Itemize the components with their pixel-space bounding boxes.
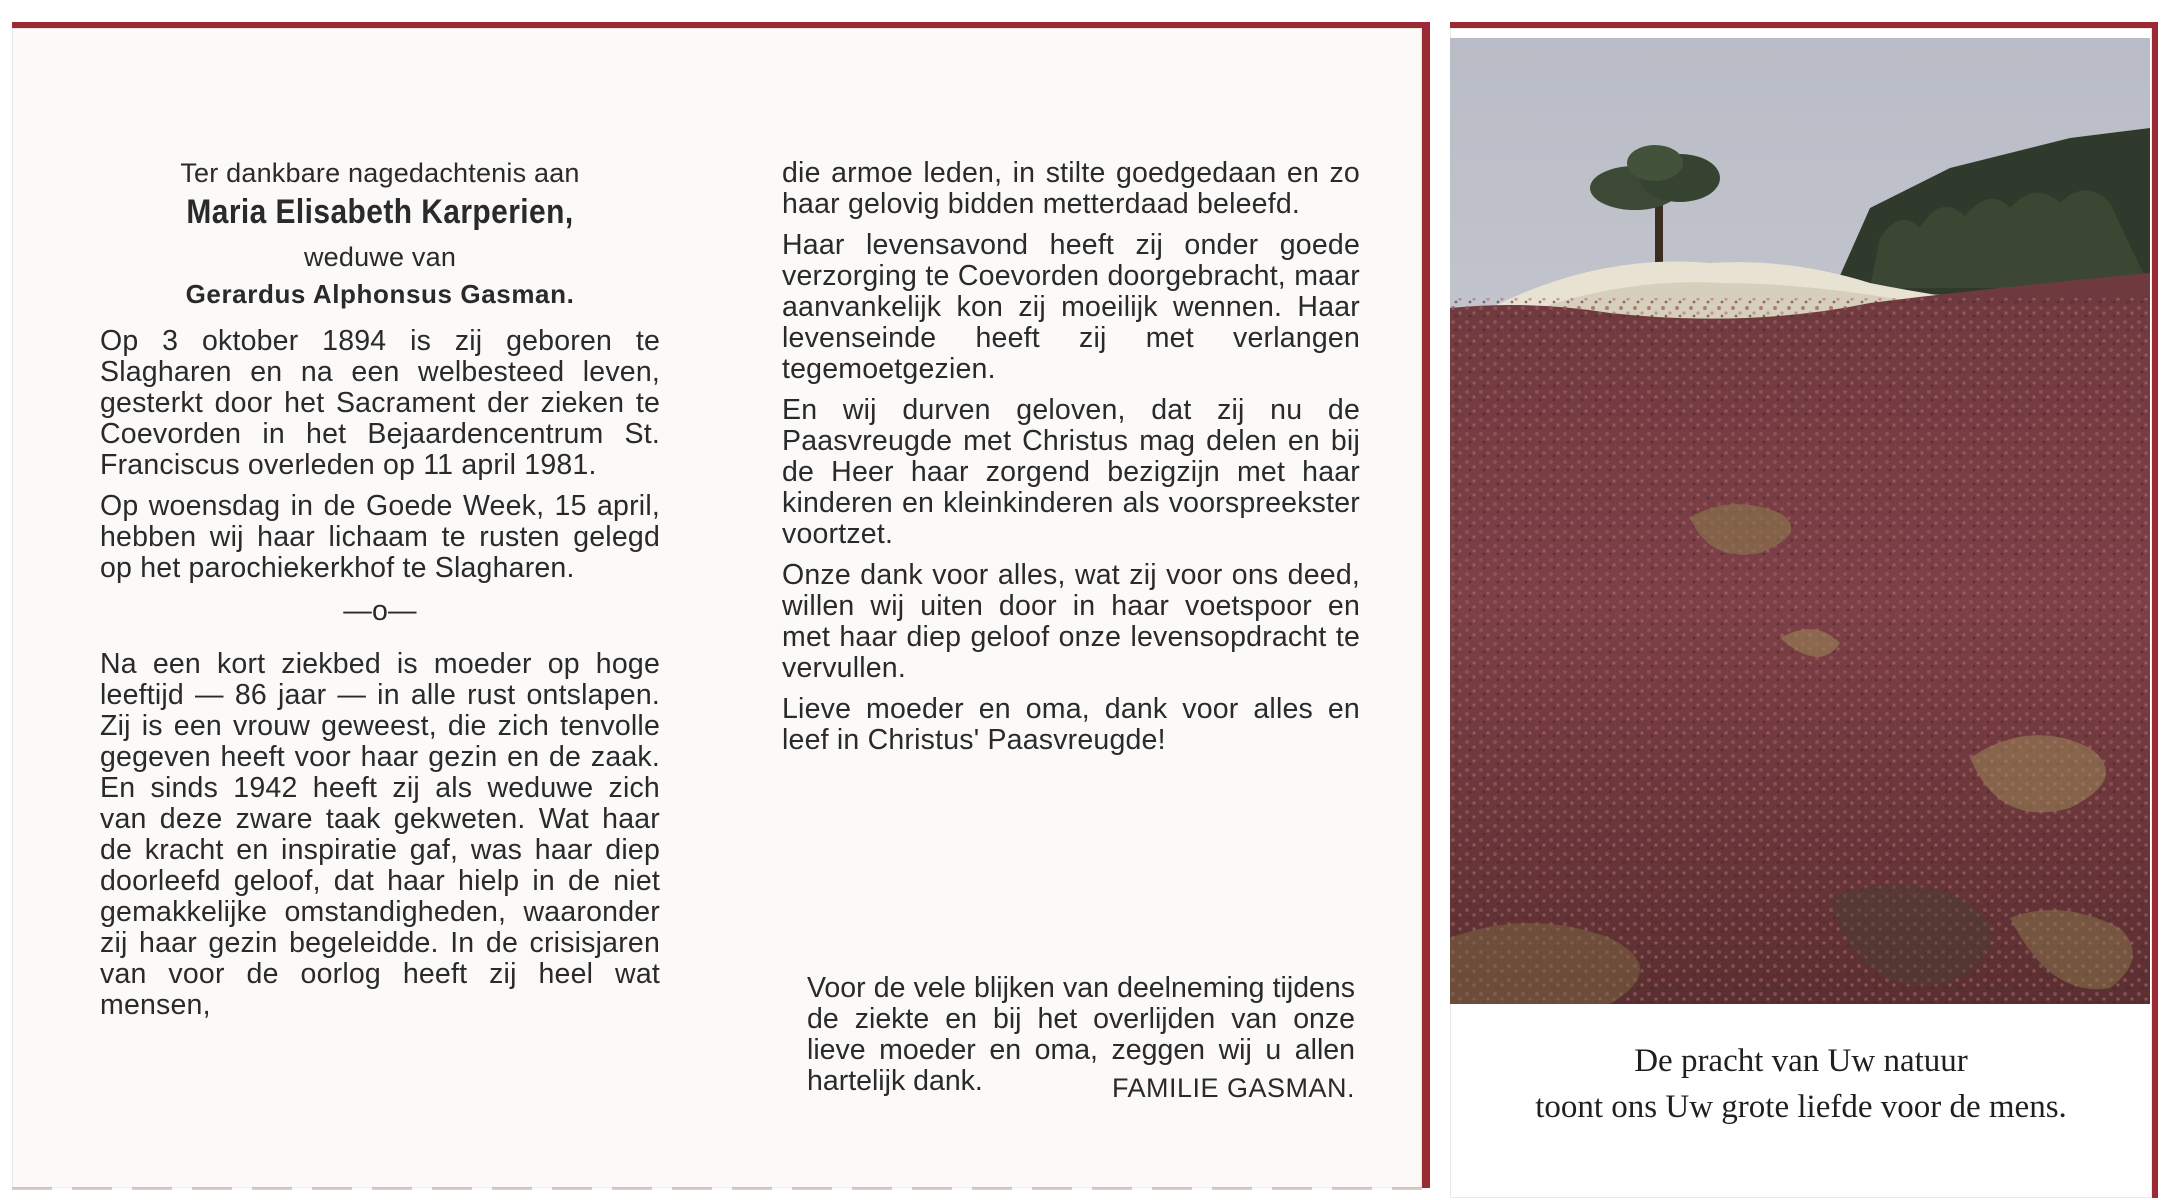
birth-death-paragraph: Op 3 oktober 1894 is zij geboren te Slagharen en na een welbesteed leven, gesterkt door het Sacrament der zieken te Coevorden in het Bejaardencentrum St. Franciscus overleden op 11 april 1981. <box>100 325 660 481</box>
quote-line-2: toont ons Uw grote liefde voor de mens. <box>1535 1089 2067 1125</box>
memorial-card-photo-page <box>1450 22 2158 1198</box>
evening-paragraph: Haar levensavond heeft zij onder goede verzorging te Coevorden doorgebracht, maar aanvankelijk kon zij moeilijk wennen. Haar levenseinde heeft zij met verlangen tegemoetgezien. <box>782 229 1360 385</box>
life-paragraph: Na een kort ziekbed is moeder op hoge leeftijd — 86 jaar — in alle rust ontslapen. Zij is een vrouw geweest, die zich tenvolle gegeven heeft voor haar gezin en de zaak. En sinds 1942 heeft zij als weduwe zich van deze zware taak gekweten. Wat haar de kracht en inspiratie gaf, was haar diep doorleefd geloof, dat haar hielp in de niet gemakkelijke omstandigheden, waaronder zij haar gezin begeleidde. In de crisisjaren van voor de oorlog heeft zij heel wat mensen, <box>100 648 660 1021</box>
section-divider: —o— <box>343 595 417 627</box>
continuation-paragraph: die armoe leden, in stilte goedgedaan en zo haar gelovig bidden metterdaad beleefd. <box>782 157 1360 220</box>
deceased-name: Maria Elisabeth Karperien, <box>186 193 574 231</box>
quote-line-1: De pracht van Uw natuur <box>1634 1043 1968 1079</box>
relation-line: weduwe van <box>303 242 457 272</box>
quote-block <box>1450 1038 2152 1130</box>
burial-paragraph: Op woensdag in de Goede Week, 15 april, hebben wij haar lichaam te rusten gelegd op het parochiekerkhof te Slagharen. <box>100 490 660 584</box>
memorial-card-text-page <box>12 22 1430 1188</box>
gratitude-paragraph: Onze dank voor alles, wat zij voor ons deed, willen wij uiten door in haar voetspoor en met haar diep geloof onze levensopdracht te vervullen. <box>782 559 1360 684</box>
intro-line: Ter dankbare nagedachtenis aan <box>180 158 580 188</box>
heathland-photo <box>1450 38 2150 1004</box>
thanks-paragraph: Voor de vele blijken van deelneming tijdens de ziekte en bij het overlijden van onze lieve moeder en oma, zeggen wij u allen hartelijk dank. <box>807 971 1355 1097</box>
heathland-landscape-image <box>1450 38 2150 1004</box>
text-column-right <box>782 158 1360 766</box>
faith-paragraph: En wij durven geloven, dat zij nu de Paasvreugde met Christus mag delen en bij de Heer haar zorgend bezigzijn met haar kinderen en kleinkinderen als voorspreekster voortzet. <box>782 394 1360 550</box>
farewell-paragraph: Lieve moeder en oma, dank voor alles en leef in Christus' Paasvreugde! <box>782 693 1360 756</box>
family-signature: FAMILIE GASMAN. <box>1111 1073 1355 1103</box>
spouse-name: Gerardus Alphonsus Gasman. <box>185 279 575 309</box>
text-column-left <box>100 158 660 1031</box>
